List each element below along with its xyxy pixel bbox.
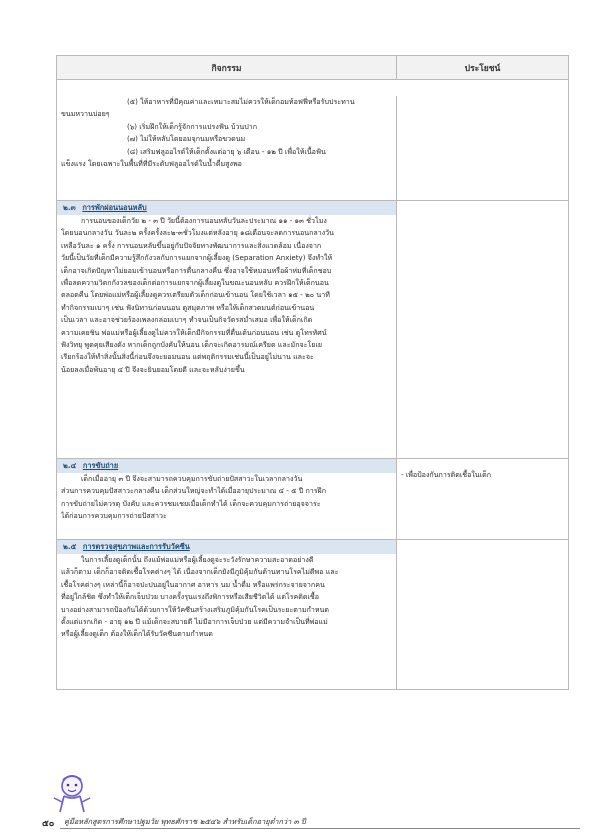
- section-heading: [57, 459, 396, 473]
- text-line: (๖) เริ่มฝึกให้เด็กรู้จักการแปรงฟัน บ้วนปาก: [127, 121, 258, 131]
- content-table: [56, 55, 569, 690]
- activity-cell: [57, 459, 397, 539]
- benefit-cell: [397, 540, 568, 689]
- text-line: ที่อยู่ใกล้ชิด ซึ่งทำให้เด็กเจ็บป่วย บางครั้งรุนแรงถึงพิการหรือเสียชีวิตได้ แต่โรคติดเชื้อ: [61, 592, 320, 602]
- child-mascot-icon: [50, 772, 96, 816]
- section-number: ๒.๓: [63, 203, 76, 212]
- text-line: โดยนอนกลางวัน วันละ๒ ครั้งครั้งละ๒-๓ชั่วโมงแต่หลังอายุ ๑๘เดือนจะลดการนอนกลางวัน: [61, 228, 334, 238]
- page-footer: [20, 772, 580, 832]
- text-line: หรือผู้เลี้ยงดูเด็ก ต้องให้เด็กได้รับวัคซีนตามกำหนด: [61, 629, 213, 639]
- section-heading: [57, 540, 396, 554]
- text-line: ได้ก่อนการควบคุมการถ่ายปัสสาวะ: [61, 511, 167, 521]
- section-number: ๒.๔: [63, 461, 77, 470]
- text-line: การนอนของเด็กวัย ๒ - ๓ ปี วัยนี้ต้องการนอนหลับวันละประมาณ ๑๑ - ๑๓ ชั่วโมง: [81, 216, 327, 225]
- table-row-oral-care: [57, 80, 568, 201]
- text-line: (๘) เสริมฟลูออไรด์ให้เด็กตั้งแต่อายุ ๖ เดือน - ๑๒ ปี เพื่อให้เนื้อฟัน: [127, 146, 326, 156]
- activity-cell: [57, 201, 397, 458]
- text-line: ตลอดคืน โดยพ่อแม่หรือผู้เลี้ยงดูควรเตรียมตัวเด็กก่อนเข้านอน โดยใช้เวลา ๑๕ - ๒๐ นาที: [61, 290, 330, 300]
- text-line: ตั้งแต่แรกเกิด - อายุ ๑๒ ปี แม้เด็กจะสบายดี ไม่มีอาการเจ็บป่วย แต่มีความจำเป็นที่พ่อแม่: [61, 617, 328, 627]
- benefit-cell: [397, 201, 568, 458]
- text-line: (๗) ไม่ให้หลับโดยอมจุกนมหรือขวดนม: [127, 134, 246, 144]
- section-title: การตรวจสุขภาพและการรับวัคซีน: [82, 542, 190, 551]
- text-line: ขนมหวานบ่อยๆ: [61, 109, 110, 119]
- text-line: เป็นเวลา และอาจช่วยร้องเพลงกล่อมเบาๆ ทำจนเป็นกิจวัตรสม่ำเสมอ เพื่อให้เด็กเกิด: [61, 315, 313, 325]
- benefit-text: - เพื่อป้องกันการติดเชื้อในเด็ก: [401, 470, 491, 479]
- page-number: ๕๐: [42, 819, 55, 829]
- section-title: การขับถ่าย: [82, 461, 119, 470]
- text-line: ทำกิจกรรมเบาๆ เช่น ฟังนิทานก่อนนอน ดูสมุดภาพ หรือให้เด็กสวดมนต์ก่อนเข้านอน: [61, 302, 315, 312]
- section-title: การพักผ่อนนอนหลับ: [82, 203, 147, 212]
- text-line: เชื้อโรคต่างๆ เหล่านี้ก็อาจปะปนอยู่ในอากาศ อาหาร นม น้ำดื่ม หรือแพร่กระจายจากคน: [61, 579, 325, 589]
- text-line: วัยนี้เป็นวัยที่เด็กมีความรู้สึกกังวลกับการแยกจากผู้เลี้ยงดู (Separation Anxiety) จึงทำให้: [61, 253, 333, 263]
- text-line: เหลือวันละ ๑ ครั้ง การนอนหลับขึ้นอยู่กับปัจจัยทางพัฒนาการและสิ่งแวดล้อม เนื่องจาก: [61, 240, 322, 250]
- text-line: (๕) ให้อาหารที่มีคุณค่าและเหมาะสมไม่ควรให้เด็กอมท้อฟฟี่หรือรับประทาน: [127, 97, 355, 106]
- table-row-excretion: [57, 459, 568, 540]
- text-line: แล้วก็ตาม เด็กก็อาจติดเชื้อโรคต่างๆ ได้ เนื่องจากเด็กยังมีภูมิคุ้มกันต้านทานโรคไม่ดีพอ และ: [61, 567, 339, 577]
- table-header: [57, 56, 568, 80]
- text-line: น้อยลงเมื่อพ้นอายุ ๔ ปี จึงจะยินยอมโดยดี และจะหลับง่ายขึ้น: [61, 364, 245, 374]
- text-line: บางอย่างสามารถป้องกันได้ด้วยการให้วัคซีนสร้างเสริมภูมิคุ้มกันโรคเป็นระยะตามกำหนด: [61, 604, 329, 614]
- activity-cell: [57, 96, 397, 200]
- section-number: ๒.๕: [63, 542, 77, 551]
- benefit-cell: [397, 459, 568, 539]
- text-line: ฟังวิทยุ พูดคุยเสียงดัง หากเด็กถูกบังคับให้นอน เด็กจะเกิดอารมณ์เครียด และมักจะโยเย: [61, 340, 323, 350]
- text-line: แข็งแรง โดยเฉพาะในพื้นที่ที่มีระดับฟลูออไรด์ในน้ำดื่มสูงพอ: [61, 159, 242, 169]
- text-line: การขับถ่ายไม่ควรดุ บังคับ และควรชมเชยเมื่อเด็กทำได้ เด็กจะควบคุมการถ่ายอุจจาระ: [61, 498, 321, 508]
- header-activity: กิจกรรม: [57, 56, 397, 79]
- header-benefit: ประโยชน์: [464, 63, 501, 74]
- text-line: เรียกร้องให้ทำสิ่งนั้นสิ่งนี้ก่อนจึงจะยอมนอน แต่พฤติกรรมเช่นนี้เป็นอยู่ไม่นาน และจะ: [61, 352, 314, 362]
- table-row-health-check: [57, 540, 568, 689]
- text-line: เด็กอาจเกิดปัญหาไม่ยอมเข้านอนหรือการตื่นกลางคืน ซึ่งอาจใช้หมอนหรือผ้าห่มที่เด็กชอบ: [61, 265, 332, 275]
- activity-cell: [57, 540, 397, 689]
- text-line: เพื่อลดความวิตกกังวลของเด็กต่อการแยกจากผู้เลี้ยงดูในขณะนอนหลับ ควรฝึกให้เด็กนอน: [61, 278, 329, 288]
- text-line: ในการเลี้ยงดูเด็กนั้น ถึงแม้พ่อแม่หรือผู้เลี้ยงดูจะระวังรักษาความสะอาดอย่างดี: [81, 555, 314, 564]
- footer-divider: [60, 828, 580, 829]
- text-line: ความเคยชิน พ่อแม่หรือผู้เลี้ยงดูไม่ควรให้เด็กมีกิจกรรมที่ตื่นเต้นก่อนนอน เช่น ดูโทรทัศน์: [61, 327, 327, 337]
- table-row-sleep: [57, 201, 568, 459]
- benefit-cell: [397, 96, 568, 200]
- footer-title: คู่มือหลักสูตรการศึกษาปฐมวัย พุทธศักราช ๒๕๔๖ สำหรับเด็กอายุต่ำกว่า ๓ ปี: [64, 817, 306, 826]
- section-heading: [57, 201, 396, 215]
- text-line: ส่วนการควบคุมปัสสาวะกลางคืน เด็กส่วนใหญ่จะทำได้เมื่ออายุประมาณ ๔ - ๕ ปี การฝึก: [61, 486, 326, 496]
- text-line: เด็กเมื่ออายุ ๓ ปี จึงจะสามารถควบคุมการขับถ่ายปัสสาวะในเวลากลางวัน: [81, 474, 303, 483]
